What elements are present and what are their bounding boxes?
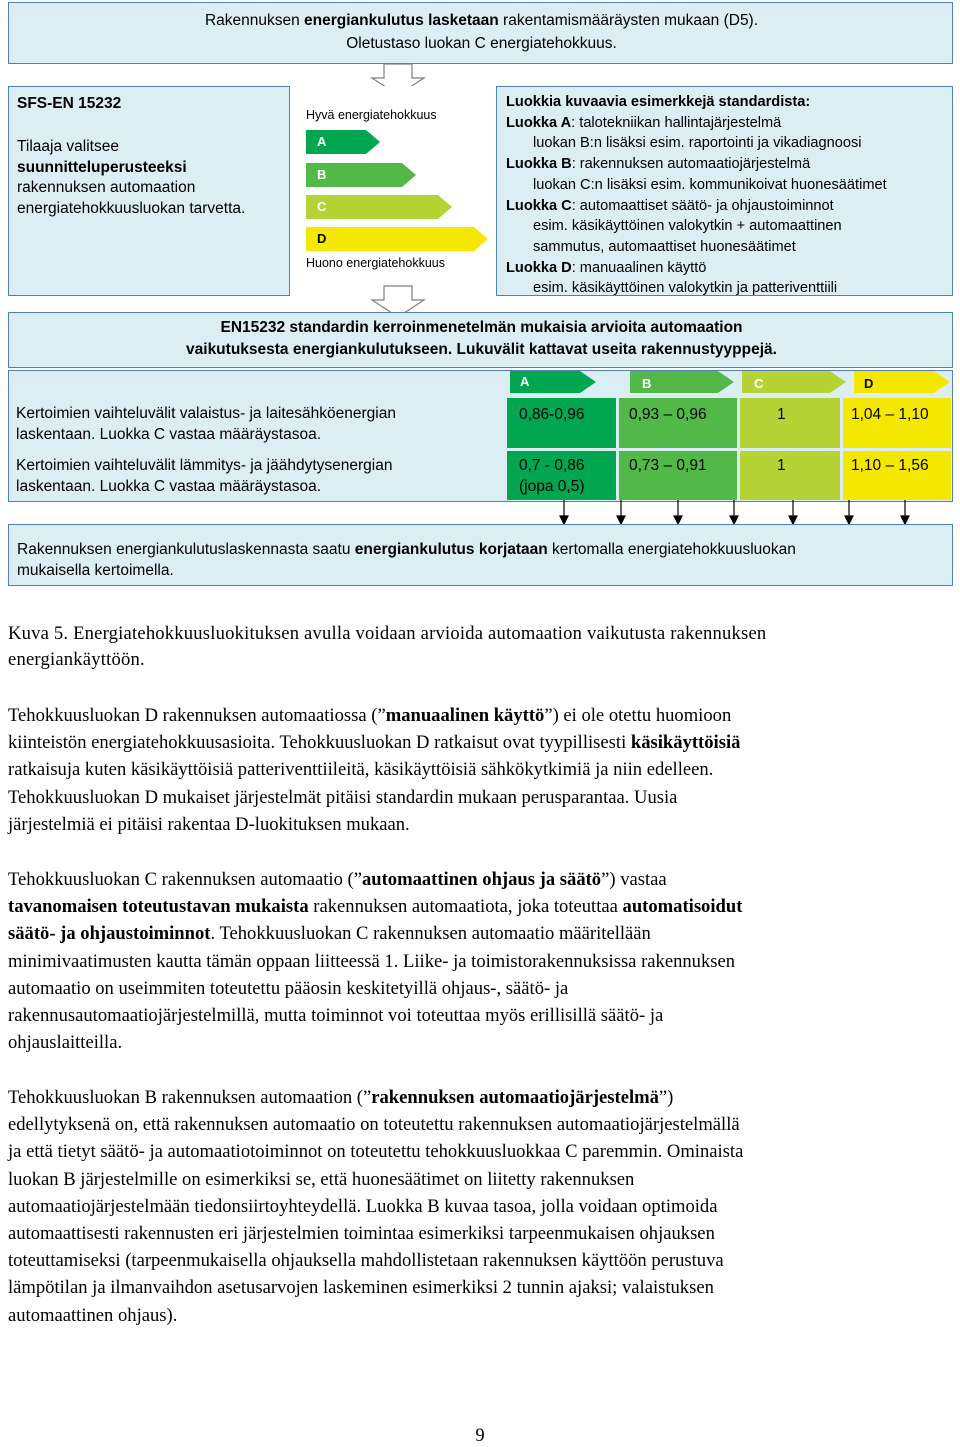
row2-b-value: 0,73 – 0,91 bbox=[629, 457, 707, 474]
standard-text: Tilaaja valitsee suunnitteluperusteeksi rakennuksen automaation energiatehokkuusluokan tarvetta. bbox=[17, 138, 246, 217]
top-info-box bbox=[8, 2, 953, 64]
class-d-arrow bbox=[306, 227, 488, 251]
energy-scale bbox=[292, 86, 494, 296]
en15232-line1: EN15232 standardin kerroinmenetelmän mukaisia arvioita automaation bbox=[220, 319, 743, 336]
header-d-label: D bbox=[864, 376, 874, 391]
class-c-label: C bbox=[317, 199, 327, 214]
row1-b-value: 0,93 – 0,96 bbox=[629, 406, 707, 423]
row2-label: Kertoimien vaihteluvälit lämmitys- ja jäähdytysenergian laskentaan. Luokka C vastaa määräystasoa. bbox=[16, 457, 393, 495]
en15232-box bbox=[8, 312, 953, 368]
row1-c-value: 1 bbox=[777, 406, 786, 423]
paragraph-class-b: Tehokkuusluokan B rakennuksen automaation (”rakennuksen automaatiojärjestelmä”) edellytyksenä on, että rakennuksen automaatio on toteutettu rakennuksen automaatiojärjestelmällä ja että tietyt säätö- ja automaatiotoiminnot on toteutettu tehokkuusluokkaa C paremmin. Ominaista luokan B järjestelmille on esimerkiksi se, että huonesäätimet on liitetty rakennuksen automaatiojärjestelmään tiedonsiirtoyhteydellä. Luokka B kuvaa tasoa, jolla voidaan optimoida automaattisesti rakennusten eri järjestelmien toimintaa esimerkiksi tarpeenmukaisen ohjauksen toteuttamiseksi (tarpeenmukaisella ohjauksella mahdollistetaan rakennuksen käyttöön perustuva lämpötilan ja ilmanvaihdon asetusarvojen laskeminen esimerkiksi 2 tunnin ajaksi; valaistuksen automaattinen ohjaus). bbox=[8, 1087, 744, 1326]
class-examples-text: Luokkia kuvaavia esimerkkejä standardista: Luokka A: talotekniikan hallintajärjestelmä luokan B:n lisäksi esim. raportointi ja vikadiagnoosi Luokka B: rakennuksen automaatiojärjestelmä luokan C:n lisäksi esim. kommunikoivat huonesäätimet Luokka C: automaattiset säätö- ja ohjaustoiminnot esim. käsikäyttöinen valokytkin + automaattinen sammutus, automaattiset huonesäätimet Luokka D: manuaalinen käyttö esim. käsikäyttöinen valokytkin ja patteriventtiili bbox=[506, 94, 887, 297]
top-box-line1: Rakennuksen energiankulutus lasketaan rakentamismääräysten mukaan (D5). bbox=[204, 12, 759, 29]
class-a-label: A bbox=[317, 134, 327, 149]
row2-d-value: 1,10 – 1,56 bbox=[851, 457, 929, 474]
row2-a-value: 0,7 - 0,86 bbox=[519, 457, 585, 474]
correction-text: Rakennuksen energiankulutuslaskennasta saatu energiankulutus korjataan kertomalla energiatehokkuusluokan mukaisella kertoimella. bbox=[17, 541, 796, 579]
connector-arrows bbox=[500, 500, 953, 526]
row1-a-value: 0,86-0,96 bbox=[519, 406, 585, 423]
header-c-label: C bbox=[754, 376, 764, 391]
class-examples-box bbox=[496, 86, 953, 296]
class-c-arrow bbox=[306, 195, 452, 219]
standard-box bbox=[8, 86, 290, 296]
page-number: 9 bbox=[475, 1425, 485, 1446]
row-divider bbox=[507, 448, 951, 451]
header-b-label: B bbox=[642, 376, 652, 391]
row1-d-value: 1,04 – 1,10 bbox=[851, 406, 929, 423]
row2-a-note: (jopa 0,5) bbox=[519, 478, 585, 495]
en15232-line2: vaikutuksesta energiankulutukseen. Lukuvälit kattavat useita rakennustyyppejä. bbox=[186, 341, 777, 358]
row1-label: Kertoimien vaihteluvälit valaistus- ja laitesähköenergian laskentaan. Luokka C vastaa määräystasoa. bbox=[16, 405, 396, 443]
table-header-arrows bbox=[500, 368, 953, 396]
figure-caption: Kuva 5. Energiatehokkuusluokituksen avulla voidaan arvioida automaation vaikutusta rakennuksen energiankäyttöön. bbox=[8, 623, 767, 670]
correction-box bbox=[8, 524, 953, 586]
class-d-label: D bbox=[317, 231, 327, 246]
header-a-label: A bbox=[520, 374, 530, 389]
class-b-label: B bbox=[317, 167, 327, 182]
standard-title: SFS-EN 15232 bbox=[17, 95, 122, 112]
scale-top-label: Hyvä energiatehokkuus bbox=[306, 108, 437, 122]
paragraph-class-c: Tehokkuusluokan C rakennuksen automaatio (”automaattinen ohjaus ja säätö”) vastaa tavanomaisen toteutustavan mukaista rakennuksen automaatiota, joka toteuttaa automatisoidut säätö- ja ohjaustoiminnot. Tehokkuusluokan C rakennuksen automaatio määritellään minimivaatimusten kautta tämän oppaan liitteessä 1. Liike- ja toimistorakennuksissa rakennuksen automaatio on useimmiten toteutettu pääosin keskitetyillä ohjaus-, säätö- ja rakennusautomaatiojärjestelmillä, mutta toiminnot voi toteuttaa myös erillisillä säätö- ja ohjauslaitteilla. bbox=[8, 869, 743, 1054]
row2-c-value: 1 bbox=[777, 457, 786, 474]
top-box-line2: Oletustaso luokan C energiatehokkuus. bbox=[346, 35, 617, 52]
paragraph-class-d: Tehokkuusluokan D rakennuksen automaatiossa (”manuaalinen käyttö”) ei ole otettu huomioon kiinteistön energiatehokkuusasioita. Tehokkuusluokan D ratkaisut ovat tyypillisesti käsikäyttöisiä ratkaisuja kuten käsikäyttöisiä patteriventtiileitä, käsikäyttöisiä sähkökytkimiä ja niin edelleen. Tehokkuusluokan D mukaiset järjestelmät pitäisi standardin mukaan perusparantaa. Uusia järjestelmiä ei pitäisi rakentaa D-luokituksen mukaan. bbox=[8, 705, 741, 835]
scale-bottom-label: Huono energiatehokkuus bbox=[306, 256, 445, 270]
